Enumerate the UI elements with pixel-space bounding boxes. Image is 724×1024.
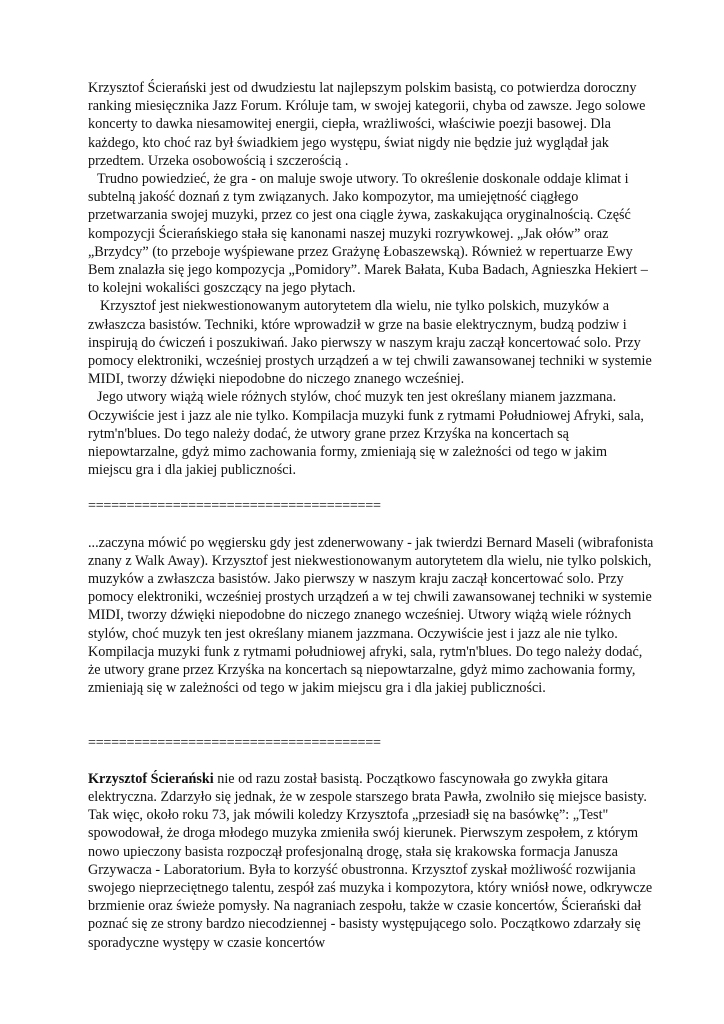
spacer <box>88 516 654 534</box>
separator-line: ====================================== <box>88 734 381 751</box>
paragraph-authority: Krzysztof jest niekwestionowanym autorytetem dla wielu, nie tylko polskich, muzyków a zwłaszcza basistów. Techniki, które wprowadził w grze na basie elektrycznym, budzą podziw i inspirują do ćwiczeń i poszukiwań. Jako pierwszy w naszym kraju zaczął koncertować solo. Przy pomocy elektroniki, wcześniej prostych urządzeń a w tej chwili zawansowanej techniki w systemie MIDI, tworzy dźwięki niepodobne do niczego znanego wcześniej. <box>88 298 652 388</box>
paragraph-intro: Krzysztof Ścierański jest od dwudziestu lat najlepszym polskim basistą, co potwierdza doroczny ranking miesięcznika Jazz Forum. Króluje tam, w swojej kategorii, chyba od zawsze. Jego solowe koncerty to dawka niesamowitej energii, ciepła, wrażliwości, właściwie poezji basowej. Dla każdego, kto choć raz był świadkiem jego występu, świat nigdy nie będzie już wyglądał jak przedtem. Urzeka osobowością i szczerością . <box>88 80 646 169</box>
document-page <box>88 79 654 952</box>
separator-line: ====================================== <box>88 498 381 515</box>
biography-text: nie od razu został basistą. Początkowo fascynowała go zwykła gitara elektryczna. Zdarzyło się jednak, że w zespole starszego brata Pawła, zwolniło się miejsce basisty. Tak więc, około roku 73, jak mówili koledzy Krzysztofa „przesiadł się na basówkę”: „Test" spowodował, że droga młodego muzyka zmieniła swój kierunek. Pierwszym zespołem, z którym nowo upieczony basista rozpoczął profesjonalną drogę, stała się krakowska formacja Janusza Grzywacza - Laboratorium. Była to korzyść obustronna. Krzysztof zyskał możliwość rozwijania swojego nieprzeciętnego talentu, zespół zaś muzyka i kompozytora, który wniósł nowe, odkrywcze brzmienie oraz świeże pomysły. Na nagraniach zespołu, także w czasie koncertów, Ścierański dał poznać się ze strony bardzo niecodziennej - basisty występującego solo. Początkowo zdarzały się sporadyczne występy w czasie koncertów <box>88 770 653 951</box>
paragraph-biography <box>88 770 654 952</box>
paragraph-hungarian: ...zaczyna mówić po węgiersku gdy jest zdenerwowany - jak twierdzi Bernard Maseli (wibrafonista znany z Walk Away). Krzysztof jest niekwestionowanym autorytetem dla wielu, nie tylko polskich, muzyków a zwłaszcza basistów. Jako pierwszy w naszym kraju zaczął koncertować solo. Przy pomocy elektroniki, wcześniej prostych urządzeń a w tej chwili zawansowanej techniki w systemie MIDI, tworzy dźwięki niepodobne do niczego znanego wcześniej. Utwory wiążą wiele różnych stylów, choć muzyk ten jest określany mianem jazzmana. Oczywiście jest i jazz ale nie tylko. Kompilacja muzyki funk z rytmami południowej afryki, sala, rytm'n'blues. Do tego należy dodać, że utwory grane przez Krzyśka na koncertach są niepowtarzalne, gdyż mimo zachowania formy, zmieniają się w zależności od tego w jakim miejscu gra i dla jakiej publiczności. <box>88 534 654 697</box>
artist-name: Krzysztof Ścierański <box>88 770 214 787</box>
spacer <box>88 479 654 497</box>
spacer <box>88 698 654 734</box>
paragraph-painting: Trudno powiedzieć, że gra - on maluje swoje utwory. To określenie doskonale oddaje klimat i subtelną jakość doznań z tym związanych. Jako kompozytor, ma umiejętność ciągłego przetwarzania swojej muzyki, przez co jest ona ciągle żywa, zaskakująca oryginalnością. Część kompozycji Ścierańskiego stała się kanonami naszej muzyki rozrywkowej. „Jak ołów” oraz „Brzydcy” (to przeboje wyśpiewane przez Grażynę Łobaszewską). Również w repertuarze Ewy Bem znalazła się jego kompozycja „Pomidory”. Marek Bałata, Kuba Badach, Agnieszka Hekiert – to kolejni wokaliści goszczący na jego płytach. <box>88 171 648 297</box>
paragraph-styles: Jego utwory wiążą wiele różnych stylów, choć muzyk ten jest określany mianem jazzmana. Oczywiście jest i jazz ale nie tylko. Kompilacja muzyki funk z rytmami Południowej Afryki, sala, rytm'n'blues. Do tego należy dodać, że utwory grane przez Krzyśka na koncertach są niepowtarzalne, gdyż mimo zachowania formy, zmieniają się w zależności od tego w jakim miejscu gra i dla jakiej publiczności. <box>88 389 644 479</box>
spacer <box>88 752 654 770</box>
